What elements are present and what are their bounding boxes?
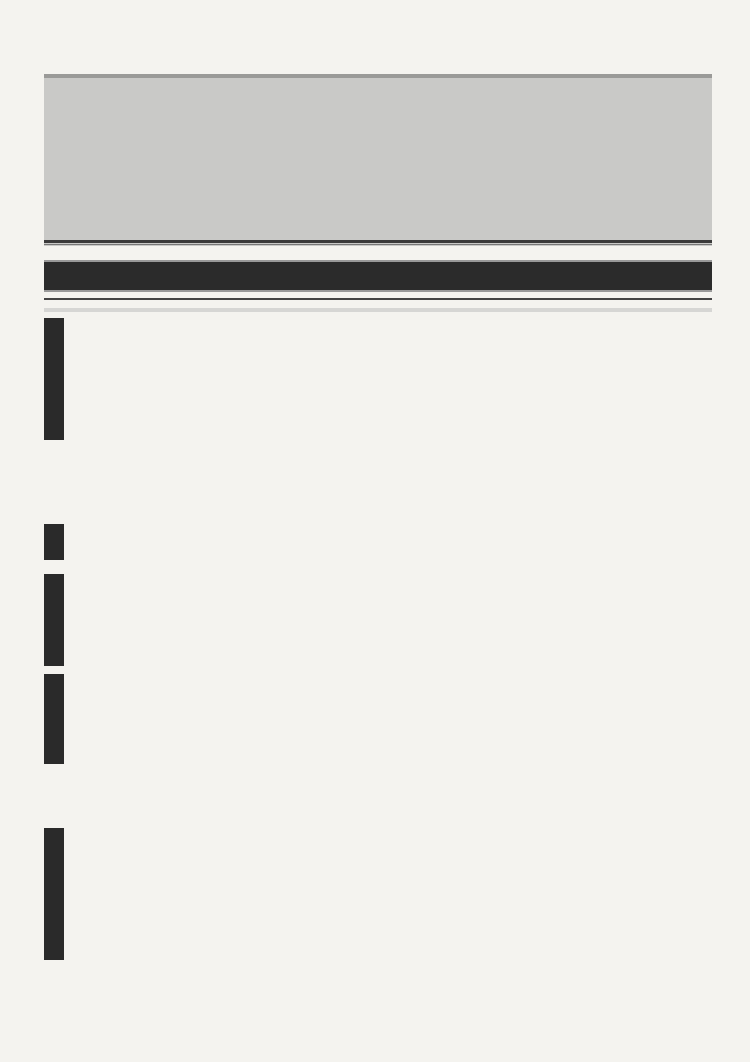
recent-exams-list [44, 308, 712, 312]
section-title [44, 260, 712, 292]
side-label-mcq [40, 452, 68, 512]
title-rule [44, 240, 712, 243]
side-bar-written-bottom [44, 828, 64, 960]
side-label-written [40, 768, 68, 820]
contents-page [44, 74, 712, 312]
title-rule-thin [44, 244, 712, 245]
title-band [44, 74, 712, 246]
side-bar-mcq-bottom [44, 574, 64, 666]
side-bar-mcq-top [44, 318, 64, 440]
side-bar-written-top [44, 674, 64, 764]
side-bar-mcq-mid [44, 524, 64, 560]
chapter-title [44, 296, 712, 300]
